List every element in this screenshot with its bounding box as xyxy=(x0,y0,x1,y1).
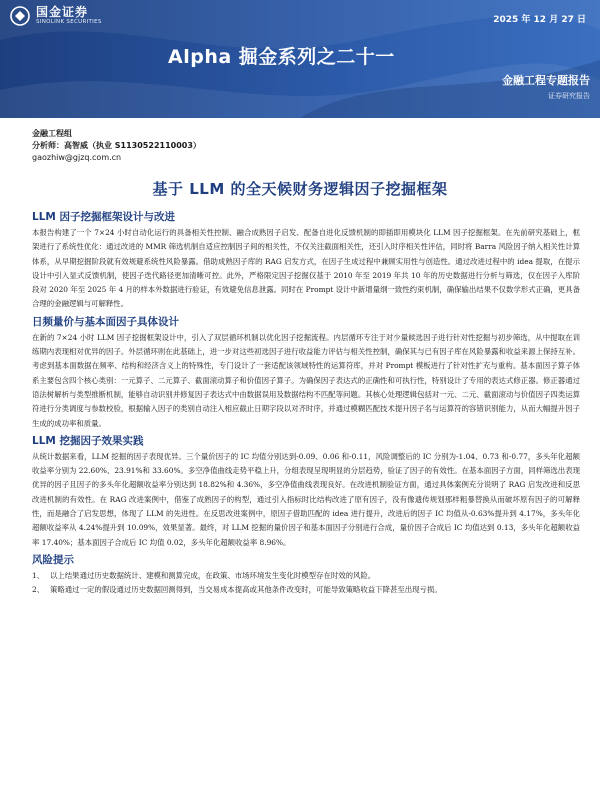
risk-list xyxy=(32,569,580,598)
section-risk xyxy=(32,553,580,598)
company-logo xyxy=(10,6,102,26)
risk-item-number: 2、 xyxy=(32,585,45,595)
section-heading: LLM 因子挖掘框架设计与改进 xyxy=(32,211,175,223)
header-band xyxy=(0,0,600,118)
team-name: 金融工程组 xyxy=(32,129,72,138)
section-paragraph: 从统计数据来看，LLM 挖掘的因子表现优异。三个量价因子的 IC 均值分别达到-0.09、0.06 和-0.11，风险调整后的 IC 分别为-1.04、0.73 和-0.77，多头年化超额收益率分别为 22.60%、23.91%和 33.60%。多空净值曲线走势平稳上升，分组表现呈现明显的分层趋势，验证了因子的有效性。在基本面因子方面，同样筛选出表现优异的因子且因子的多头年化超额收益率分别达到 18.82%和 4.36%，多空净值曲线表现良好。在改进机制验证方面，通过具体案例充分说明了 RAG 启发改进和反思改进机制的有效性。在 RAG 改进案例中，借鉴了成熟因子的构型，通过引入指标时比结构改进了原有因子，没有像遗传规划那样粗暴替换从而破坏原有因子的可解释性，而是融合了启发思想，体现了 LLM 的先进性。在反思改进案例中，原因子借助匹配的 idea 进行提升，改进后的因子 IC 均值从-0.63%提升到 4.17%，多头年化超额收益率从 4.24%提升到 10.09%，效果显著。最终，对 LLM 挖掘的量价因子和基本面因子分别进行合成，量价因子合成后 IC 均值达到 0.13，多头年化超额收益率 17.40%；基本面因子合成后 IC 均值 0.02，多头年化超额收益率 8.96%。 xyxy=(32,451,580,547)
report-date: 2025 年 12 月 27 日 xyxy=(493,15,586,25)
section-heading: LLM 挖掘因子效果实践 xyxy=(32,434,144,447)
logo-name-cn: 国金证券 xyxy=(36,5,89,19)
report-title: 基于 LLM 的全天候财务逻辑因子挖掘框架 xyxy=(152,180,448,198)
series-title: Alpha 掘金系列之二十一 xyxy=(168,46,395,68)
risk-item-number: 1、 xyxy=(32,570,45,580)
section-paragraph: 本报告构建了一个 7×24 小时自动化运行的具备相关性控制、融合成熟因子启发、配备自进化反馈机制的即插即用模块化 LLM 因子挖掘框架。在先前研究基础上，框架进行了系统性优化：通过改进的 MMR 筛选机制自适应控制因子间的相关性，不仅关注截面相关性，还引入时序相关性评估，同时将 Barra 风险因子纳入相关性计算体系，从早期挖掘阶段就有效规避系统性风险暴露。借助成熟因子库的 RAG 启发方式，在因子生成过程中兼顾实用性与创造性。通过改进过程中的 idea 提取，在提示设计中引入显式反馈机制，使因子迭代路径更加清晰可控。此外，严格限定因子挖掘仅基于 2010 年至 2019 年共 10 年的历史数据进行分析与筛选，仅在因子入库阶段对 2020 年至 2025 年 4 月的样本外数据进行验证，有效避免信息泄露。同时在 Prompt 设计中新增量纲一致性约束机制，确保输出结果不仅数学形式正确，更具备合理的金融逻辑与可解释性。 xyxy=(32,228,580,309)
risk-item xyxy=(32,583,580,597)
logo-mark-icon xyxy=(10,6,30,26)
report-subtype: 证券研究报告 xyxy=(548,92,590,100)
risk-item-text: 策略通过一定的假设通过历史数据回测得到，当交易成本提高或其他条件改变时，可能导致策略收益下降甚至出现亏损。 xyxy=(50,585,442,595)
analyst-line: 分析师：高智威（执业 S1130522110003） xyxy=(32,141,201,150)
analyst-email: gaozhiw@gjzq.com.cn xyxy=(32,153,122,162)
report-body xyxy=(32,210,580,601)
section-paragraph: 在新的 7×24 小时 LLM 因子挖掘框架设计中，引入了双层循环机制以优化因子挖掘流程。内层循环专注于对少量候选因子进行针对性挖掘与初步筛选，从中提取在训练期内表现相对优异的因子。外层循环则在此基础上，进一步对这些初选因子进行收益能力评估与相关性控制，确保其与已有因子库在风险暴露和收益来源上保持互补。考虑到基本面数据在频率、结构和经济含义上的特殊性，专门设计了一套适配该领域特性的运算符库，并对 Prompt 模板进行了针对性扩充与重构。基本面因子算子体系主要包含四个核心类别：一元算子、二元算子、截面滚动算子和价值因子算子。为确保因子表达式的正确性和可执行性，特别设计了专用的表达式修正器。修正器通过语法树解析与类型推断机制，能够自动识别并修复因子表达式中由数据误用及数据结构不匹配等问题。其核心处理逻辑包括对一元、二元、截面滚动与价值因子四类运算符进行分类调度与参数校验，根据输入因子的类别自动注入相应截止日期字段以对齐时序，并通过模糊匹配技术提升因子名与运算符的容错识别能力，从而大幅提升因子生成的成功率和质量。 xyxy=(32,332,580,428)
risk-item xyxy=(32,569,580,583)
risk-item-text: 以上结果通过历史数据统计、建模和测算完成，在政策、市场环境发生变化时模型存在时效的风险。 xyxy=(50,570,376,580)
section-heading: 风险提示 xyxy=(32,553,74,566)
section-results xyxy=(32,434,580,550)
report-type: 金融工程专题报告 xyxy=(502,74,590,87)
section-framework xyxy=(32,210,580,312)
logo-name-en: SINOLINK SECURITIES xyxy=(36,19,102,25)
section-heading: 日频量价与基本面因子具体设计 xyxy=(32,315,179,328)
author-info xyxy=(32,128,201,164)
section-factor-design xyxy=(32,315,580,431)
